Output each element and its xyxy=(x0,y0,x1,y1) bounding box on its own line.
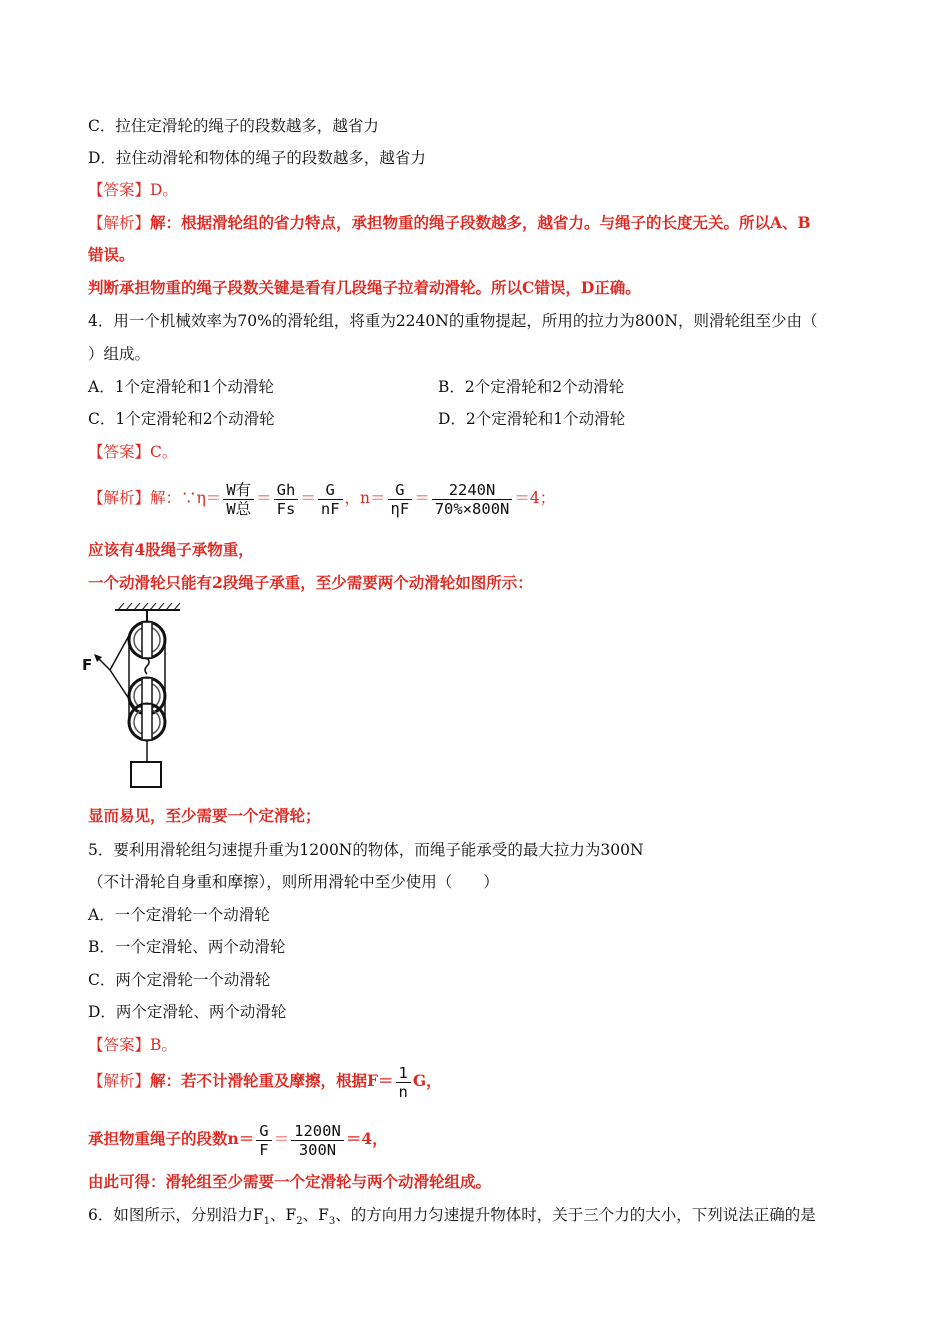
fixed-pulley xyxy=(129,622,165,658)
numerator: G xyxy=(256,1122,271,1141)
analysis-text: 承担物重绳子的段数n＝ xyxy=(88,1129,255,1148)
numerator: 1200N xyxy=(291,1122,344,1141)
denominator: F xyxy=(259,1140,269,1159)
subscript-3: 3 xyxy=(328,1216,336,1228)
q4-options-row-2 xyxy=(88,409,888,429)
denominator: ηF xyxy=(390,499,410,518)
analysis-text: 解：若不计滑轮重及摩擦，根据F＝ xyxy=(150,1071,394,1090)
q4-analysis-formula xyxy=(88,479,555,518)
subscript-2: 2 xyxy=(296,1216,303,1228)
fraction-g-over-eta-f xyxy=(388,481,413,518)
denominator: Fs xyxy=(276,499,296,518)
numerator: Gh xyxy=(274,481,299,500)
equals-sign: ＝ xyxy=(414,489,430,507)
formula-separator: ，n＝ xyxy=(344,489,386,507)
q3-answer: 【答案】D。 xyxy=(88,181,178,199)
q5-answer: 【答案】B。 xyxy=(88,1036,177,1054)
q5-stem-1: 5．要利用滑轮组匀速提升重为1200N的物体，而绳子能承受的最大拉力为300N xyxy=(88,841,644,859)
denominator: W总 xyxy=(226,499,252,518)
q3-analysis-line-1b: 错误。 xyxy=(88,245,135,264)
numerator: G xyxy=(318,481,343,500)
q6-stem-prefix: 6．如图所示，分别沿力F xyxy=(88,1206,264,1224)
q6-stem xyxy=(88,1205,816,1232)
q6-sep: 、F xyxy=(270,1206,297,1224)
q4-answer: 【答案】C。 xyxy=(88,443,178,461)
q4-stem-1: 4．用一个机械效率为70%的滑轮组，将重为2240N的重物提起，所用的拉力为800N，则滑轮组至少由（ xyxy=(88,312,818,330)
q4-analysis-line-2: 应该有4股绳子承物重， xyxy=(88,540,254,559)
movable-pulley-2 xyxy=(129,704,165,740)
q3-analysis-line-1 xyxy=(88,213,811,233)
denominator: nF xyxy=(320,499,340,518)
analysis-tag: 【解析】 xyxy=(88,214,151,232)
q5-analysis-line-2 xyxy=(88,1120,388,1159)
q4-analysis-line-4: 显而易见，至少需要一个定滑轮； xyxy=(88,806,321,825)
fraction-numeric xyxy=(291,1122,344,1159)
numerator: G xyxy=(388,481,413,500)
q5-option-c: C．两个定滑轮一个动滑轮 xyxy=(88,971,271,989)
q3-option-d: D．拉住动滑轮和物体的绳子的段数越多，越省力 xyxy=(88,149,426,167)
q5-stem-2: （不计滑轮自身重和摩擦），则所用滑轮中至少使用（ ） xyxy=(88,873,499,891)
fraction-g-over-f xyxy=(256,1122,271,1159)
fraction-numeric xyxy=(432,481,513,518)
q5-analysis-line-3: 由此可得：滑轮组至少需要一个定滑轮与两个动滑轮组成。 xyxy=(88,1172,492,1191)
q4-option-d: D．2个定滑轮和1个动滑轮 xyxy=(438,410,626,428)
numerator: 2240N xyxy=(432,481,513,500)
q5-option-b: B．一个定滑轮、两个动滑轮 xyxy=(88,938,286,956)
q3-option-c: C．拉住定滑轮的绳子的段数越多，越省力 xyxy=(88,117,379,135)
ceiling-hatch xyxy=(118,603,180,610)
q5-option-d: D．两个定滑轮、两个动滑轮 xyxy=(88,1003,287,1021)
hook-1 xyxy=(145,658,149,674)
numerator: W有 xyxy=(223,481,254,500)
q6-sep: 、F xyxy=(302,1206,329,1224)
q4-options-row-1 xyxy=(88,377,888,397)
q3-analysis-line-2: 判断承担物重的绳子段数关键是看有几段绳子拉着动滑轮。所以C错误，D正确。 xyxy=(88,278,641,297)
q6-stem-suffix: 、的方向用力匀速提升物体时，关于三个力的大小，下列说法正确的是 xyxy=(335,1206,816,1224)
q4-option-b: B．2个定滑轮和2个动滑轮 xyxy=(438,378,625,396)
analysis-tag: 【解析】 xyxy=(88,1072,151,1090)
equals-sign: ＝ xyxy=(256,489,272,507)
weight-box xyxy=(131,762,161,787)
denominator: 70%×800N xyxy=(434,499,510,518)
q5-analysis-line-1 xyxy=(88,1062,442,1101)
q4-option-a: A．1个定滑轮和1个动滑轮 xyxy=(88,378,274,396)
pulley-diagram-svg xyxy=(80,600,190,795)
denominator: 300N xyxy=(298,1140,337,1159)
fraction-1-over-n xyxy=(396,1064,411,1101)
subscript-1: 1 xyxy=(263,1216,270,1228)
analysis-text-suffix: ＝4， xyxy=(345,1129,388,1148)
numerator: 1 xyxy=(396,1064,411,1083)
denominator: n xyxy=(398,1082,408,1101)
formula-result: ＝4； xyxy=(514,489,556,507)
fraction-w-useful-over-w-total xyxy=(223,481,254,518)
pulley-diagram xyxy=(80,600,190,795)
q5-option-a: A．一个定滑轮一个动滑轮 xyxy=(88,906,270,924)
fraction-gh-over-fs xyxy=(274,481,299,518)
formula-prefix: 解：∵η＝ xyxy=(150,489,222,507)
q4-option-c: C．1个定滑轮和2个动滑轮 xyxy=(88,410,275,428)
equals-sign: ＝ xyxy=(300,489,316,507)
analysis-tag: 【解析】 xyxy=(88,489,151,507)
force-arrow xyxy=(98,658,110,670)
force-label: F xyxy=(82,656,93,674)
fraction-g-over-nf xyxy=(318,481,343,518)
q4-analysis-line-3: 一个动滑轮只能有2段绳子承重，至少需要两个动滑轮如图所示： xyxy=(88,573,533,592)
analysis-text: 解：根据滑轮组的省力特点，承担物重的绳子段数越多，越省力。与绳子的长度无关。所以A、B xyxy=(150,213,811,232)
equals-sign: ＝ xyxy=(273,1130,290,1148)
q4-stem-2: ）组成。 xyxy=(88,345,151,363)
analysis-text-suffix: G， xyxy=(412,1071,442,1090)
